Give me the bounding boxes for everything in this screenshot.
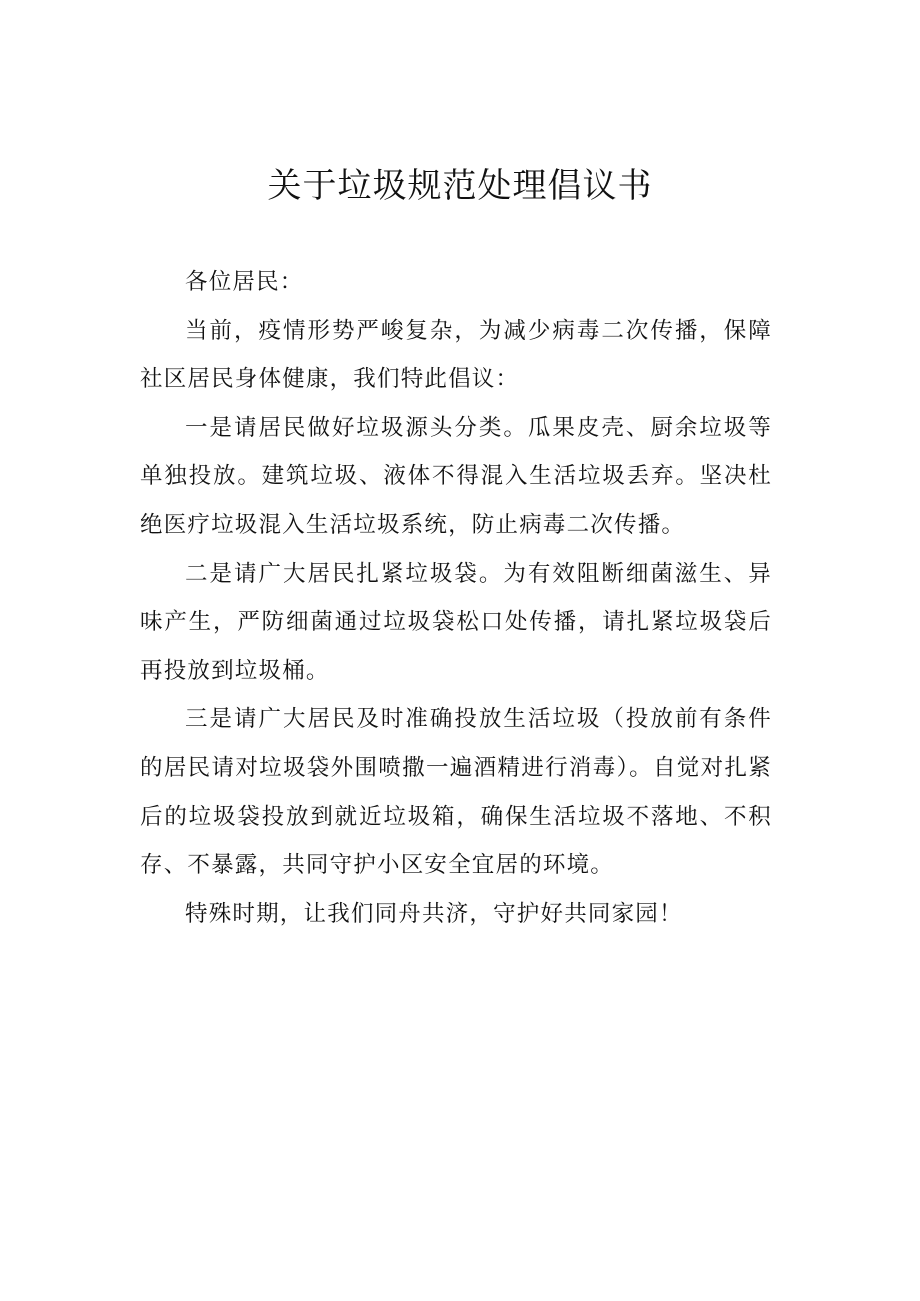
paragraph-item-1: 一是请居民做好垃圾源头分类。瓜果皮壳、厨余垃圾等单独投放。建筑垃圾、液体不得混入生活垃圾丢弃。坚决杜绝医疗垃圾混入生活垃圾系统，防止病毒二次传播。 bbox=[140, 414, 772, 538]
paragraph-item-2: 二是请广大居民扎紧垃圾袋。为有效阻断细菌滋生、异味产生，严防细菌通过垃圾袋松口处传播，请扎紧垃圾袋后再投放到垃圾桶。 bbox=[140, 560, 772, 684]
paragraph-closing: 特殊时期，让我们同舟共济，守护好共同家园！ bbox=[185, 900, 683, 927]
paragraph-item-3: 三是请广大居民及时准确投放生活垃圾（投放前有条件的居民请对垃圾袋外围喷撒一遍酒精进行消毒）。自觉对扎紧后的垃圾袋投放到就近垃圾箱，确保生活垃圾不落地、不积存、不暴露，共同守护小区安全宜居的环境。 bbox=[140, 706, 772, 879]
document-body bbox=[140, 258, 772, 938]
salutation: 各位居民： bbox=[185, 269, 304, 295]
document-title: 关于垃圾规范处理倡议书 bbox=[267, 166, 653, 206]
paragraph-intro: 当前，疫情形势严峻复杂，为减少病毒二次传播，保障社区居民身体健康，我们特此倡议： bbox=[140, 317, 772, 393]
